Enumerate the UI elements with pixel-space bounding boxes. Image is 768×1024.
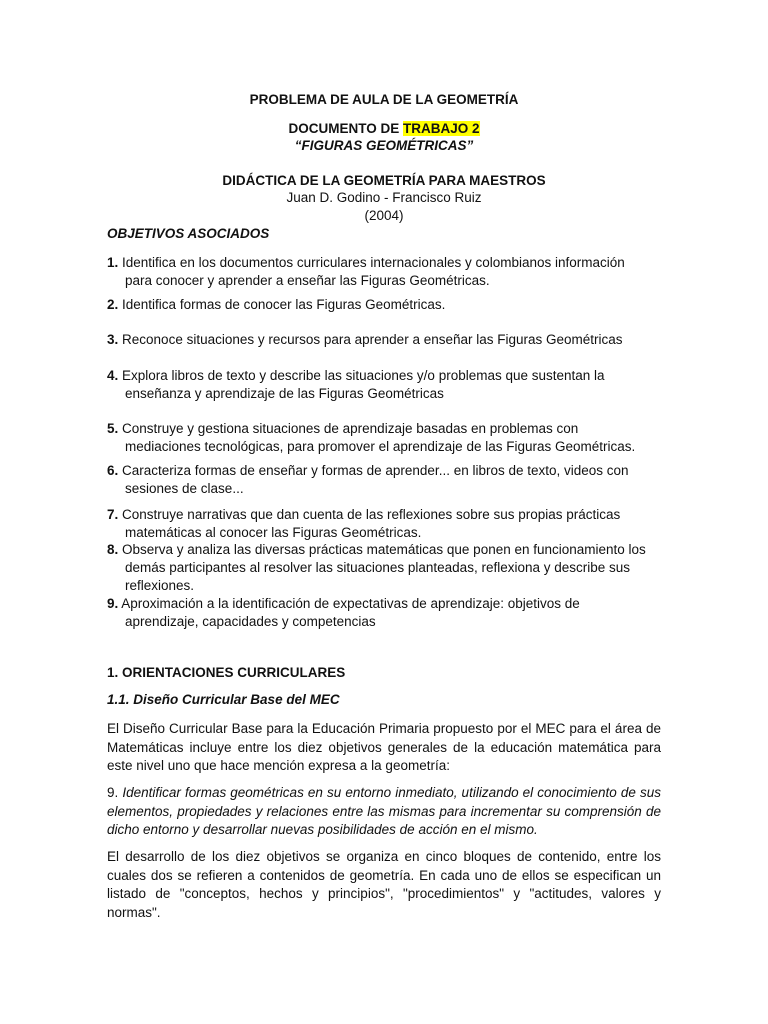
quoted-objective: 9. Identificar formas geométricas en su entorno inmediato, utilizando el conocimiento de sus elementos, propiedades y relaciones entre las mismas para incrementar su comprensión de dicho entorno y desarrollar nuevas posibilidades de acción en el mismo. [107, 785, 661, 837]
document-subtitle: “FIGURAS GEOMÉTRICAS” [294, 138, 474, 153]
objective-item: 2. Identifica formas de conocer las Figuras Geométricas. [107, 297, 446, 312]
document-type-highlight: TRABAJO 2 [403, 121, 480, 136]
objectives-heading: OBJETIVOS ASOCIADOS [107, 226, 270, 241]
document-type-prefix: DOCUMENTO DE [288, 121, 403, 136]
document-title: PROBLEMA DE AULA DE LA GEOMETRÍA [249, 92, 519, 107]
publication-year: (2004) [364, 208, 404, 223]
objective-item: 9. Aproximación a la identificación de expectativas de aprendizaje: objetivos de aprendizaje, capacidades y competencias [107, 596, 580, 629]
objective-item: 6. Caracteriza formas de enseñar y formas de aprender... en libros de texto, videos con sesiones de clase... [107, 463, 629, 496]
objective-item: 7. Construye narrativas que dan cuenta de las reflexiones sobre sus propias prácticas matemáticas al conocer las Figuras Geométricas. [107, 507, 621, 540]
paragraph: El desarrollo de los diez objetivos se organiza en cinco bloques de contenido, entre los cuales dos se refieren a contenidos de geometría. En cada uno de ellos se especifican un listado de "conceptos, hechos y principios", "procedimientos" y "actitudes, valores y normas". [107, 849, 661, 920]
document-type-line [107, 121, 661, 136]
objective-item: 4. Explora libros de texto y describe las situaciones y/o problemas que sustentan la enseñanza y aprendizaje de las Figuras Geométricas [107, 368, 605, 401]
objective-item: 1. Identifica en los documentos curriculares internacionales y colombianos información para conocer y aprender a enseñar las Figuras Geométricas. [107, 255, 625, 288]
objective-item: 8. Observa y analiza las diversas prácticas matemáticas que ponen en funcionamiento los demás participantes al resolver las situaciones planteadas, reflexiona y describe sus reflexiones. [107, 542, 646, 593]
subsection-heading: 1.1. Diseño Curricular Base del MEC [107, 692, 340, 707]
section-heading: 1. ORIENTACIONES CURRICULARES [107, 665, 346, 680]
objective-item: 5. Construye y gestiona situaciones de aprendizaje basadas en problemas con mediaciones tecnológicas, para promover el aprendizaje de las Figuras Geométricas. [107, 421, 636, 454]
objective-item: 3. Reconoce situaciones y recursos para aprender a enseñar las Figuras Geométricas [107, 332, 623, 347]
book-title: DIDÁCTICA DE LA GEOMETRÍA PARA MAESTROS [222, 173, 546, 188]
authors: Juan D. Godino - Francisco Ruiz [286, 190, 482, 205]
paragraph: El Diseño Curricular Base para la Educación Primaria propuesto por el MEC para el área de Matemáticas incluye entre los diez objetivos generales de la educación matemática para este nivel uno que hace mención expresa a la geometría: [107, 721, 661, 773]
